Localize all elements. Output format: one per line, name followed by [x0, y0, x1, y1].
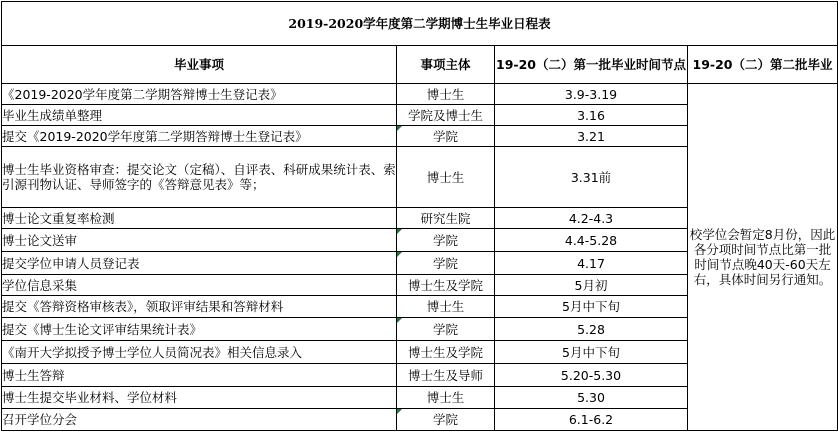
row-subject: 博士生: [397, 84, 495, 105]
row-time: 5.20-5.30: [495, 364, 688, 387]
row-time: 5月中下旬: [495, 296, 688, 318]
row-subject: 研究生院: [397, 208, 495, 229]
row-subject: 学院及博士生: [397, 105, 495, 126]
row-subject: 学院: [397, 409, 495, 431]
row-subject: 博士生及学院: [397, 275, 495, 296]
row-time: 3.9-3.19: [495, 84, 688, 105]
row-item: 博士生提交毕业材料、学位材料: [2, 387, 397, 409]
row-subject: 学院: [397, 318, 495, 341]
row-item: 《2019-2020学年度第二学期答辩博士生登记表》: [2, 84, 397, 105]
row-time: 5.28: [495, 318, 688, 341]
row-subject: 学院: [397, 252, 495, 275]
row-item: 提交学位申请人员登记表: [2, 252, 397, 275]
row-item: 毕业生成绩单整理: [2, 105, 397, 126]
row-subject: 博士生及学院: [397, 341, 495, 364]
title-row: [2, 2, 838, 46]
header-batch1: 19-20（二）第一批毕业时间节点: [495, 46, 688, 84]
schedule-table: [1, 1, 838, 431]
table-title: 2019-2020学年度第二学期博士生毕业日程表: [2, 2, 838, 46]
row-subject: 博士生及导师: [397, 364, 495, 387]
row-time: 3.16: [495, 105, 688, 126]
row-time: 4.17: [495, 252, 688, 275]
row-time: 3.31前: [495, 147, 688, 208]
row-item: 学位信息采集: [2, 275, 397, 296]
row-subject: 博士生: [397, 147, 495, 208]
row-subject: 博士生: [397, 387, 495, 409]
row-item: 博士生答辩: [2, 364, 397, 387]
batch2-note: 校学位会暂定8月份，因此各分项时间节点比第一批时间节点晚40天-60天左右，具体时间另行通知。: [688, 84, 838, 431]
row-time: 4.2-4.3: [495, 208, 688, 229]
row-time: 4.4-5.28: [495, 229, 688, 252]
row-time: 5月中下旬: [495, 341, 688, 364]
header-item: 毕业事项: [2, 46, 397, 84]
row-time: 5.30: [495, 387, 688, 409]
header-row: [2, 46, 838, 84]
row-item: 《南开大学拟授予博士学位人员简况表》相关信息录入: [2, 341, 397, 364]
row-item: 博士论文送审: [2, 229, 397, 252]
row-item: 提交《2019-2020学年度第二学期答辩博士生登记表》: [2, 126, 397, 147]
row-time: 3.21: [495, 126, 688, 147]
row-time: 6.1-6.2: [495, 409, 688, 431]
header-subject: 事项主体: [397, 46, 495, 84]
row-item: 提交《答辩资格审核表》，领取评审结果和答辩材料: [2, 296, 397, 318]
row-subject: 博士生: [397, 296, 495, 318]
header-batch2: 19-20（二）第二批毕业: [688, 46, 838, 84]
row-item: 召开学位分会: [2, 409, 397, 431]
row-subject: 学院: [397, 126, 495, 147]
row-item: 提交《博士生论文评审结果统计表》: [2, 318, 397, 341]
row-item: 博士论文重复率检测: [2, 208, 397, 229]
row-item: 博士生毕业资格审查：提交论文（定稿）、自评表、科研成果统计表、索引源刊物认证、导师签字的《答辩意见表》等；: [2, 147, 397, 208]
row-time: 5月初: [495, 275, 688, 296]
row-subject: 学院: [397, 229, 495, 252]
table-row: [2, 84, 838, 105]
